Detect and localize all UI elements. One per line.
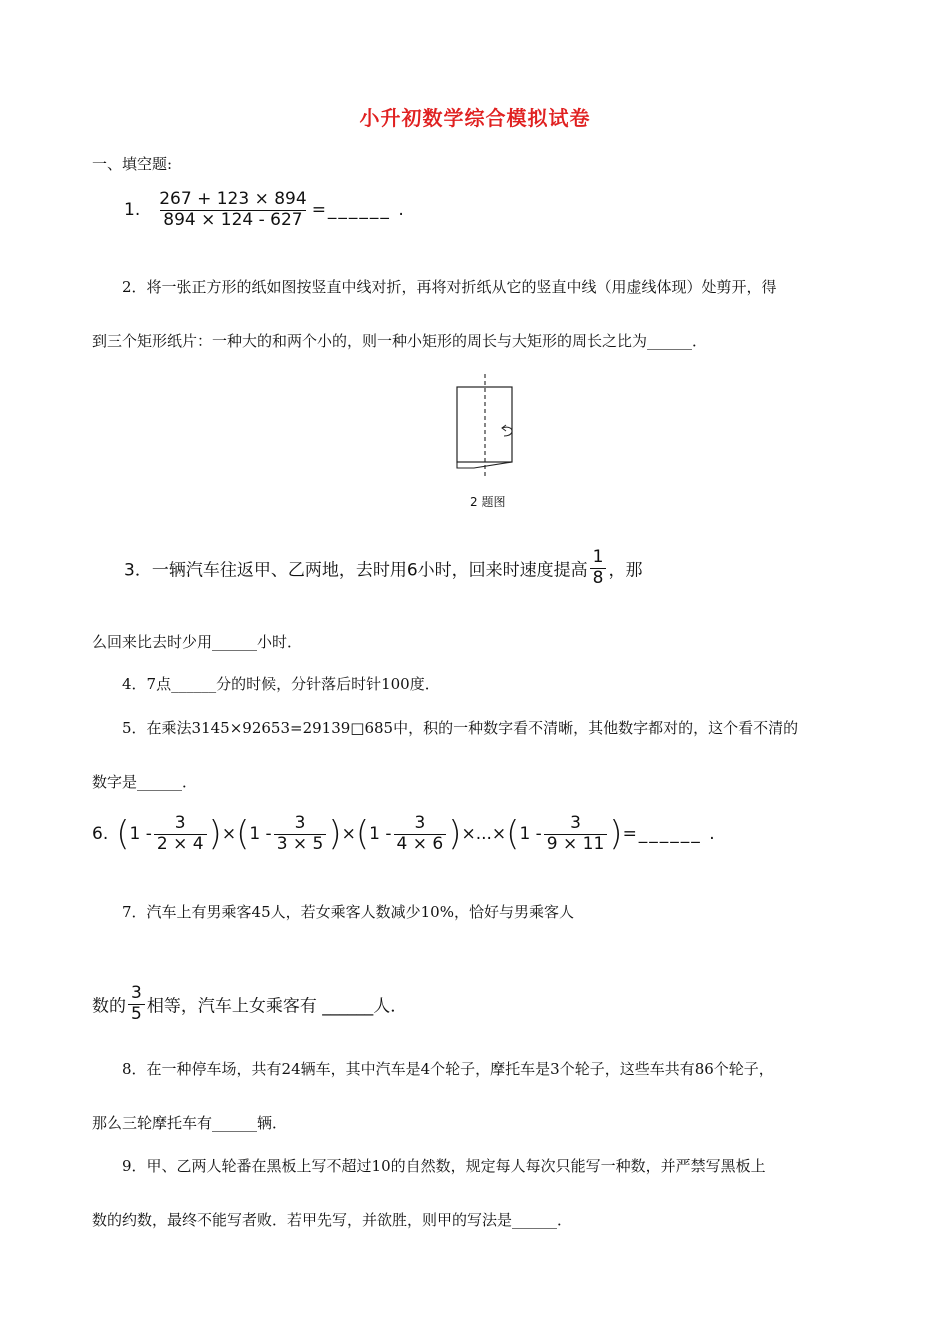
question-7-text-after: 相等，汽车上女乘客有 ______人． [146,996,408,1017]
question-6-term-2: $\frac{3}{3 \times 5}$ [274,814,327,854]
question-6-number: 6. [92,824,109,845]
page-title: 小升初数学综合模拟试卷 [359,106,591,130]
question-5-line-2: 数字是______． [92,773,198,791]
question-2-figure [440,370,540,520]
question-6-one: 1 - [369,824,392,845]
question-3-text-after: ，那 [608,560,643,581]
question-9-line-1: 9．甲、乙两人轮番在黑板上写不超过10的自然数，规定每人每次只能写一种数，并严禁写黑板上 [122,1157,766,1175]
question-3-line-2: 么回来比去时少用______小时． [92,633,303,651]
question-6-term-4: $\frac{3}{9 \times 11}$ [544,814,608,854]
folded-paper-diagram [440,370,540,520]
question-6: 6. (1 - $\frac{3}{2 \times 4}$ )×(1 - $\frac{3}{3 \times 5}$ )×(1 - $\frac{3}{4 \times 6}$ )×...×(1 - $\frac{3}{9 \times 11}$ )=______ . [92,813,717,855]
question-3-fraction [590,548,607,588]
question-6-term-3: $\frac{3}{4 \times 6}$ [394,814,447,854]
question-7-text-before: 数的 [92,996,126,1017]
section-heading: 一、填空题: [92,155,173,173]
question-1-numerator: 267 + 123 × 894 [159,189,307,209]
question-4: 4．7点______分的时候，分针落后时针100度． [122,675,440,693]
question-6-one: 1 - [249,824,272,845]
question-1-fraction [156,190,309,230]
question-7-frac-num: 3 [131,983,142,1003]
question-3-frac-den: 8 [590,568,607,589]
question-1-answer-blank: =______ . [311,200,406,221]
question-3-line-1 [124,548,642,588]
question-1 [124,190,406,230]
question-6-one: 1 - [519,824,542,845]
question-2-line-2: 到三个矩形纸片：一种大的和两个小的，则一种小矩形的周长与大矩形的周长之比为______． [92,332,708,350]
question-7-fraction [128,984,145,1024]
question-8-line-1: 8．在一种停车场，共有24辆车，其中汽车是4个轮子，摩托车是3个轮子，这些车共有86个轮子， [122,1060,774,1078]
question-6-one: 1 - [129,824,152,845]
question-2-line-1: 2．将一张正方形的纸如图按竖直中线对折，再将对折纸从它的竖直中线（用虚线体现）处剪开，得 [122,278,777,296]
question-6-times-1: × [221,824,237,845]
question-6-times-2: × [341,824,356,845]
question-6-ellipsis: ×...× [461,824,507,845]
question-7-line-2 [92,984,407,1024]
question-1-number: 1. [124,200,141,221]
question-7-frac-den: 5 [128,1004,145,1025]
question-6-answer-blank: =______ . [622,824,717,845]
question-2-figure-caption: 2 题图 [470,495,506,509]
question-7-line-1: 7．汽车上有男乘客45人，若女乘客人数减少10%，恰好与男乘客人 [122,903,574,921]
question-6-term-1: $\frac{3}{2 \times 4}$ [154,814,207,854]
question-3-text-before: 3．一辆汽车往返甲、乙两地，去时用6小时，回来时速度提高 [124,560,588,581]
question-1-denominator: 894 × 124 - 627 [160,210,305,231]
question-5-line-1: 5．在乘法3145×92653=29139□685中，积的一种数字看不清晰，其他数字都对的，这个看不清的 [122,719,799,737]
question-8-line-2: 那么三轮摩托车有______辆． [92,1114,288,1132]
question-3-frac-num: 1 [592,547,604,567]
question-9-line-2: 数的约数，最终不能写者败．若甲先写，并欲胜，则甲的写法是______． [92,1211,573,1229]
